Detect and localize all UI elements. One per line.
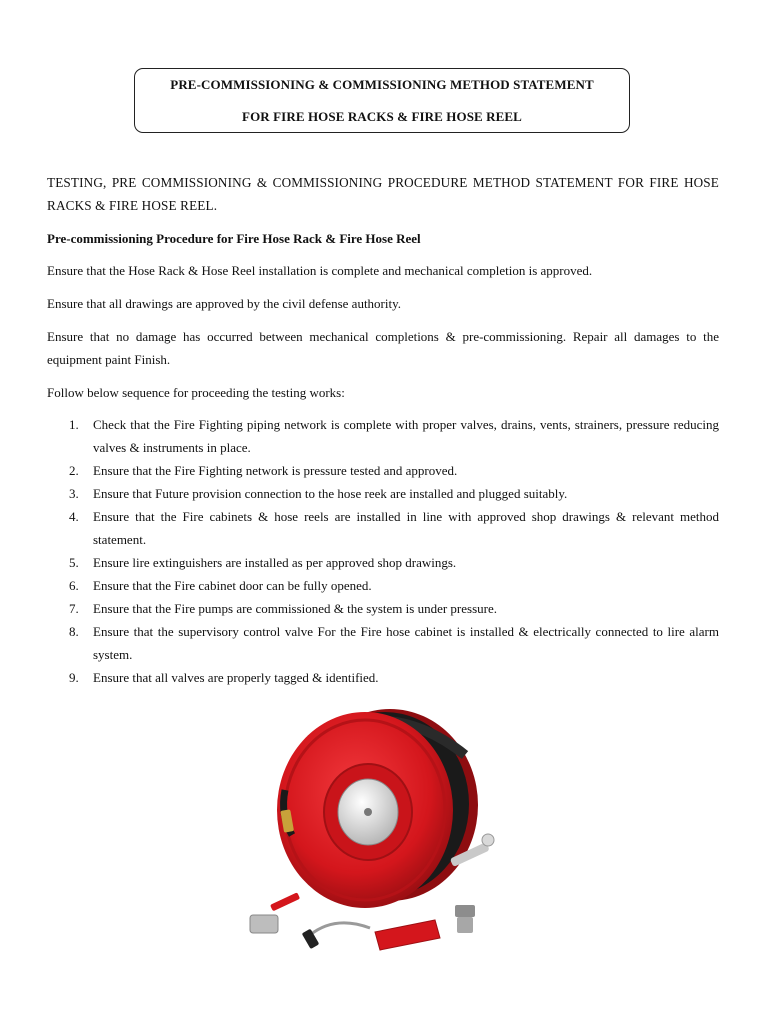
list-item: [47, 482, 719, 505]
fire-hose-reel-illustration: [240, 700, 530, 960]
fire-hose-reel-image: [240, 700, 530, 960]
steps-list: [47, 413, 719, 689]
paragraph: Ensure that the Hose Rack & Hose Reel installation is complete and mechanical completion is approved.: [47, 263, 593, 278]
list-number: 4.: [69, 509, 79, 524]
list-item-text: Ensure lire extinguishers are installed as per approved shop drawings.: [93, 555, 457, 570]
list-item: [47, 574, 719, 597]
section-heading: Pre-commissioning Procedure for Fire Hose Rack & Fire Hose Reel: [47, 231, 421, 246]
list-number: 7.: [69, 601, 79, 616]
list-item: [47, 597, 719, 620]
list-number: 5.: [69, 555, 79, 570]
list-item: [47, 666, 719, 689]
list-item-text: Ensure that all valves are properly tagged & identified.: [93, 670, 379, 685]
hose-guide-bracket: [375, 920, 440, 950]
list-item-text: Ensure that the Fire cabinets & hose reels are installed in line with approved shop drawings & relevant method statement.: [93, 509, 719, 547]
paragraph: Ensure that all drawings are approved by the civil defense authority.: [47, 296, 402, 311]
list-item-text: Ensure that the Fire Fighting network is pressure tested and approved.: [93, 463, 458, 478]
title-line-2: FOR FIRE HOSE RACKS & FIRE HOSE REEL: [242, 109, 522, 124]
list-number: 2.: [69, 463, 79, 478]
title-box: [134, 68, 630, 133]
stop-valve: [250, 892, 300, 933]
list-item: [47, 505, 719, 551]
intro-paragraph: TESTING, PRE COMMISSIONING & COMMISSIONING PROCEDURE METHOD STATEMENT FOR FIRE HOSE RACKS & FIRE HOSE REEL.: [47, 175, 719, 213]
list-number: 3.: [69, 486, 79, 501]
list-item-text: Ensure that the Fire cabinet door can be fully opened.: [93, 578, 372, 593]
guide-rod: [310, 923, 370, 935]
list-item: [47, 413, 719, 459]
list-number: 8.: [69, 624, 79, 639]
paragraph: Ensure that no damage has occurred between mechanical completions & pre-commissioning. Repair all damages to the equipment paint Finish.: [47, 329, 719, 367]
list-item: [47, 459, 719, 482]
coupling: [455, 905, 475, 933]
paragraph: Follow below sequence for proceeding the testing works:: [47, 385, 345, 400]
list-number: 1.: [69, 417, 79, 432]
list-item: [47, 551, 719, 574]
list-item-text: Ensure that the Fire pumps are commissioned & the system is under pressure.: [93, 601, 498, 616]
list-item-text: Ensure that Future provision connection to the hose reek are installed and plugged suitably.: [93, 486, 568, 501]
title-line-1: PRE-COMMISSIONING & COMMISSIONING METHOD STATEMENT: [170, 77, 594, 92]
list-item-text: Check that the Fire Fighting piping network is complete with proper valves, drains, vents, strainers, pressure reducing valves & instruments in place.: [93, 417, 719, 455]
list-item-text: Ensure that the supervisory control valve For the Fire hose cabinet is installed & electrically connected to lire alarm system.: [93, 624, 719, 662]
list-item: [47, 620, 719, 666]
list-number: 6.: [69, 578, 79, 593]
list-number: 9.: [69, 670, 79, 685]
